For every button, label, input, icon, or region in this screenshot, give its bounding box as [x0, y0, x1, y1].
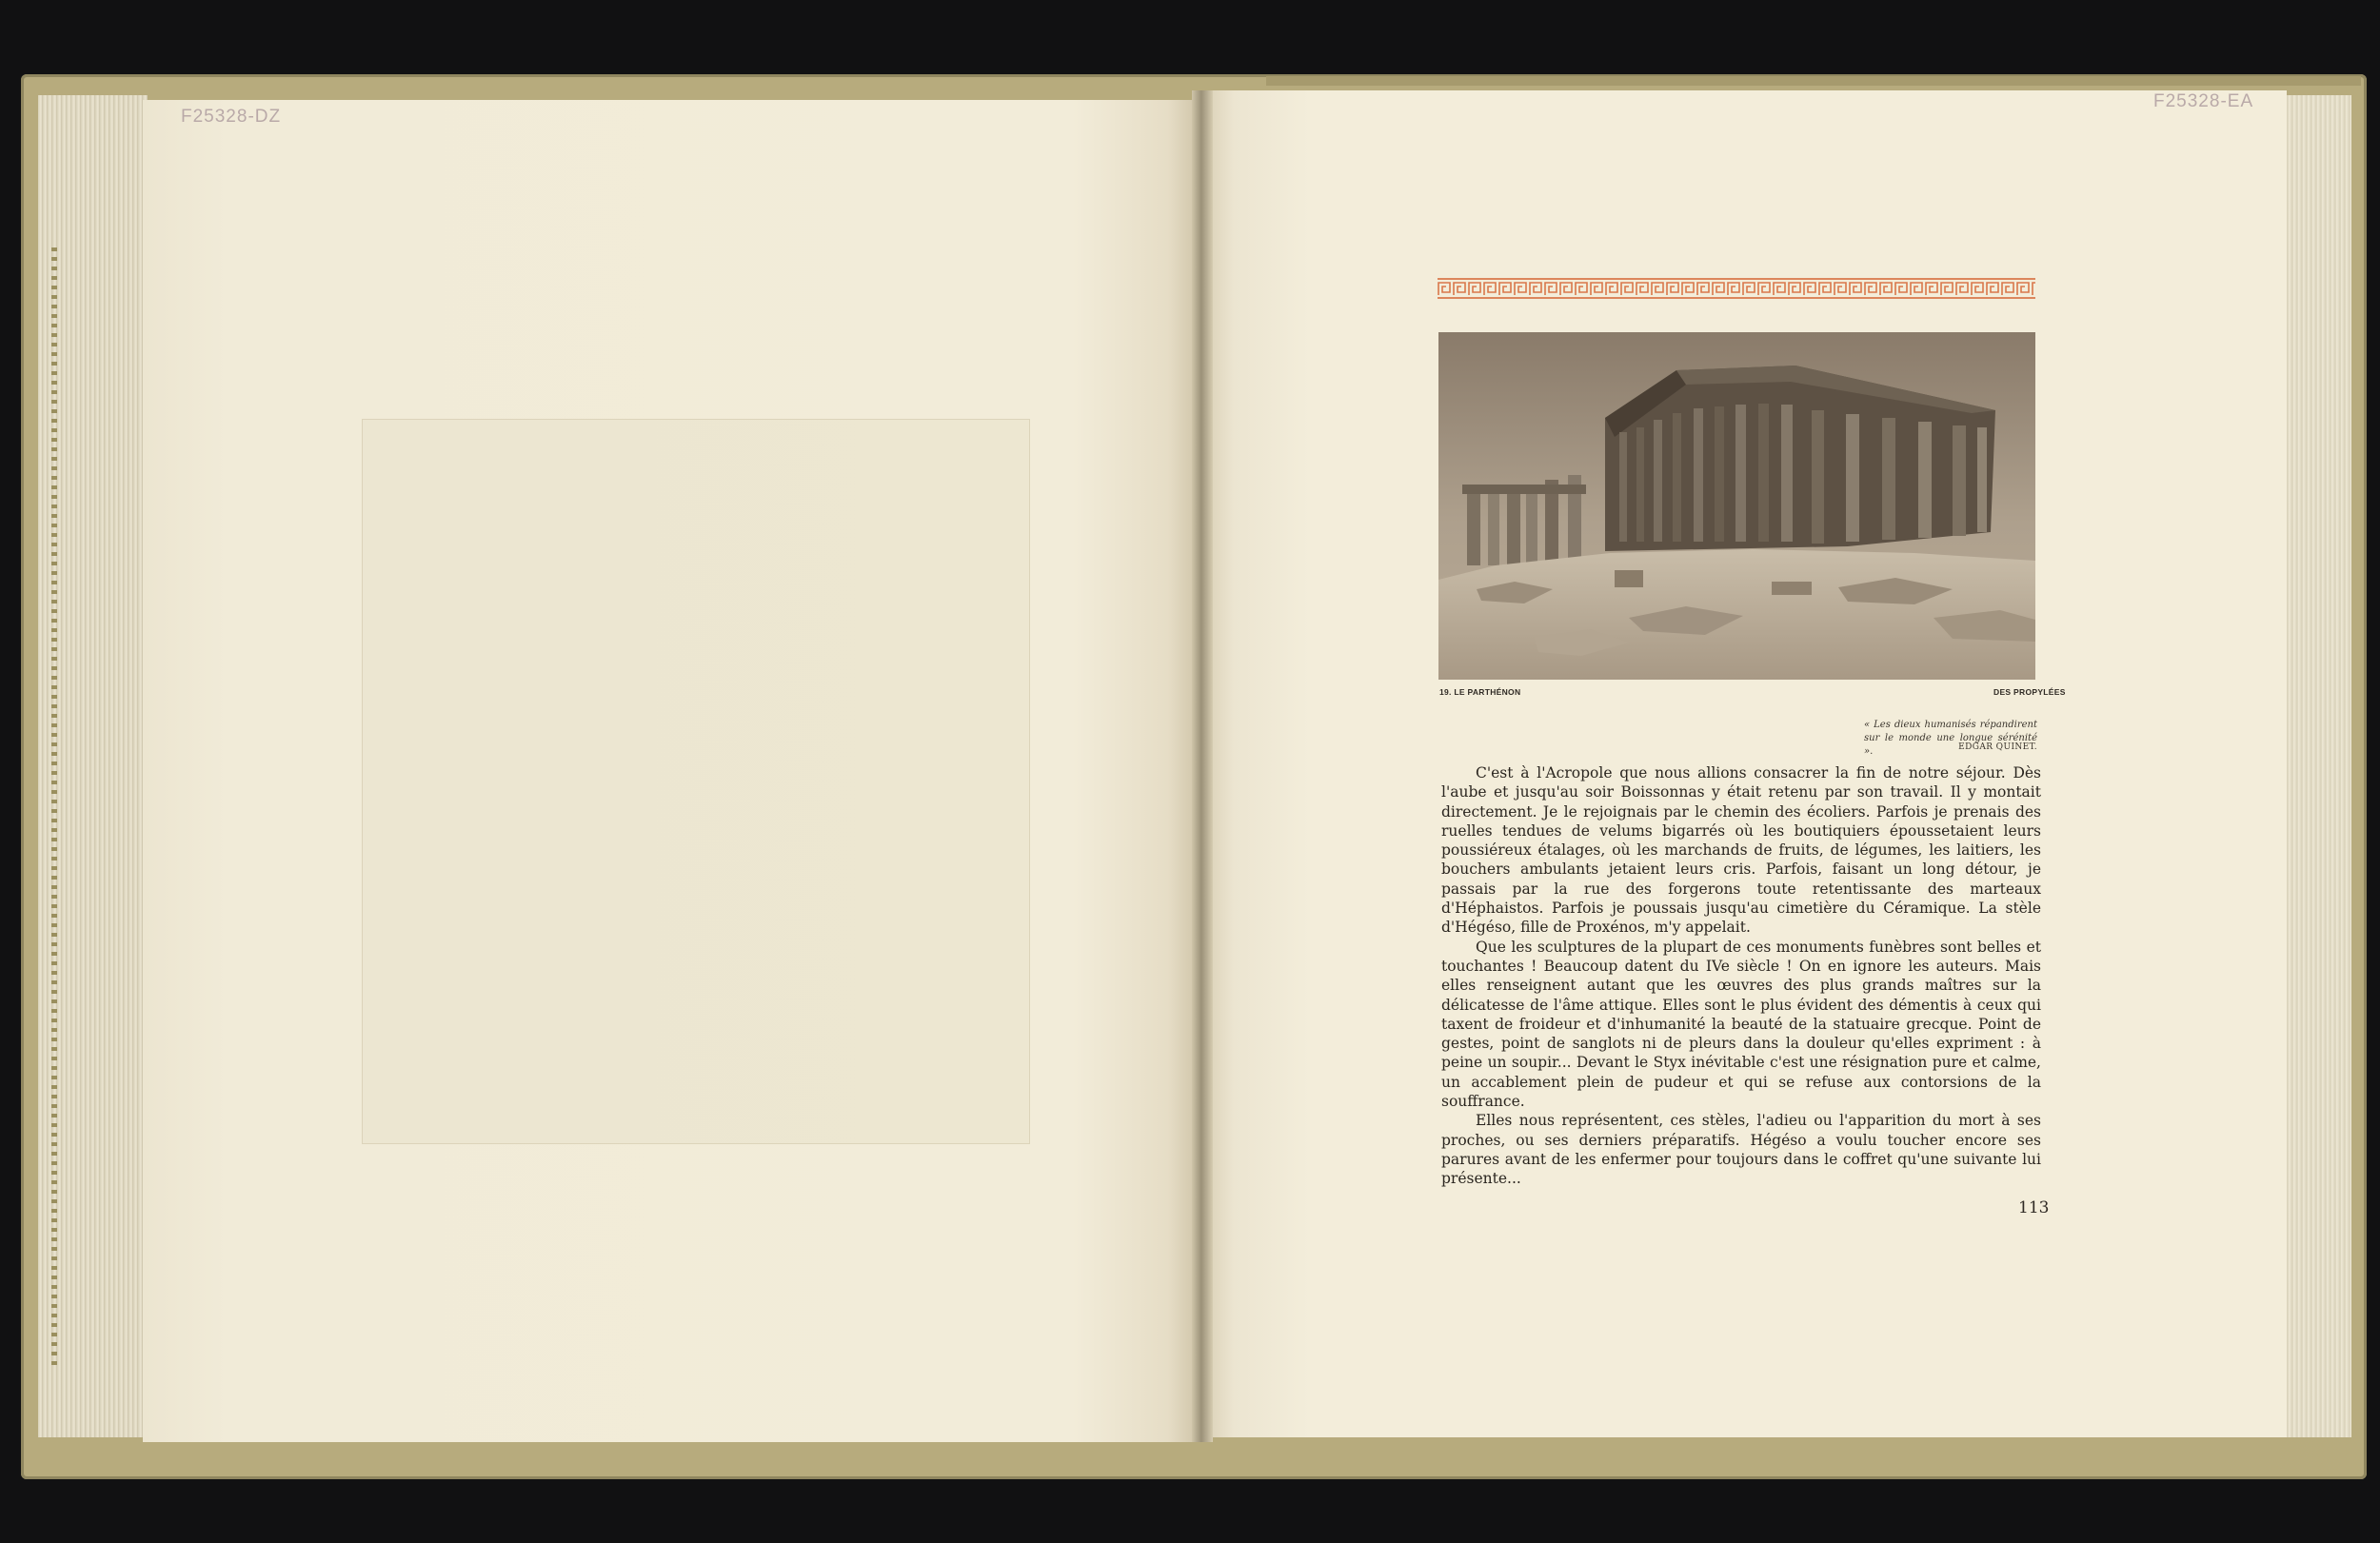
- paragraph: Que les sculptures de la plupart de ces monuments funèbres sont belles et touchantes ! Beaucoup datent du IVe siècle ! On en ignore les auteurs. Mais elles renseignent autant que les œuvres des plus grands maîtres sur la délicatesse de l'âme attique. Elles sont le plus évident des démentis à ceux qui taxent de froideur et d'inhumanité la beauté de la statuaire grecque. Point de gestes, point de sanglots ni de pleurs dans la douleur qu'elles expriment : à peine un soupir... Devant le Styx inévitable c'est une résignation pure et calme, un accablement plein de pudeur et qui se refuse aux contorsions de la souffrance.: [1441, 938, 2041, 1111]
- epigraph-quote: « Les dieux humanisés répandirent sur le monde une longue sérénité ».: [1864, 720, 2037, 757]
- figure-caption-left: 19. LE PARTHÉNON: [1439, 687, 1521, 697]
- paragraph: Elles nous représentent, ces stèles, l'adieu ou l'apparition du mort à ses proches, ou ses derniers préparatifs. Hégéso a voulu toucher encore ses parures avant de les enfermer pour toujours dans le coffret qu'une suivante lui présente...: [1441, 1112, 2041, 1188]
- right-page-edges: [2280, 95, 2351, 1437]
- accession-number-left: F25328-DZ: [181, 107, 282, 127]
- book-gutter: [1192, 90, 1213, 1442]
- greek-key-border: [1438, 278, 2035, 299]
- spine-gilt-decoration: [51, 247, 57, 1371]
- figure-caption-right: DES PROPYLÉES: [1993, 687, 2066, 697]
- page-number: 113: [2018, 1198, 2050, 1217]
- paragraph: C'est à l'Acropole que nous allions consacrer la fin de notre séjour. Dès l'aube et jusqu'au soir Boissonnas y était retenu par son travail. Il y montait directement. Je le rejoignais par le chemin des écoliers. Parfois je prenais des ruelles tendues de velums bigarrés où les boutiquiers époussetaient leurs poussiéreux étalages, où les marchands de fruits, de légumes, les laitiers, les bouchers ambulants jetaient leurs cris. Parfois, faisant un long détour, je passais par la rue des forgerons toute retentissante des marteaux d'Héphaistos. Parfois je poussais jusqu'au cimetière du Céramique. La stèle d'Hégéso, fille de Proxénos, m'y appelait.: [1441, 764, 2041, 937]
- cover-top-edge: [1266, 76, 2361, 86]
- parthenon-photograph: [1438, 332, 2035, 680]
- body-text: [1441, 763, 2041, 1189]
- accession-number-right: F25328-EA: [2153, 91, 2254, 111]
- plate-impression: [362, 419, 1030, 1144]
- epigraph-author: EDGAR QUINET.: [1958, 742, 2037, 752]
